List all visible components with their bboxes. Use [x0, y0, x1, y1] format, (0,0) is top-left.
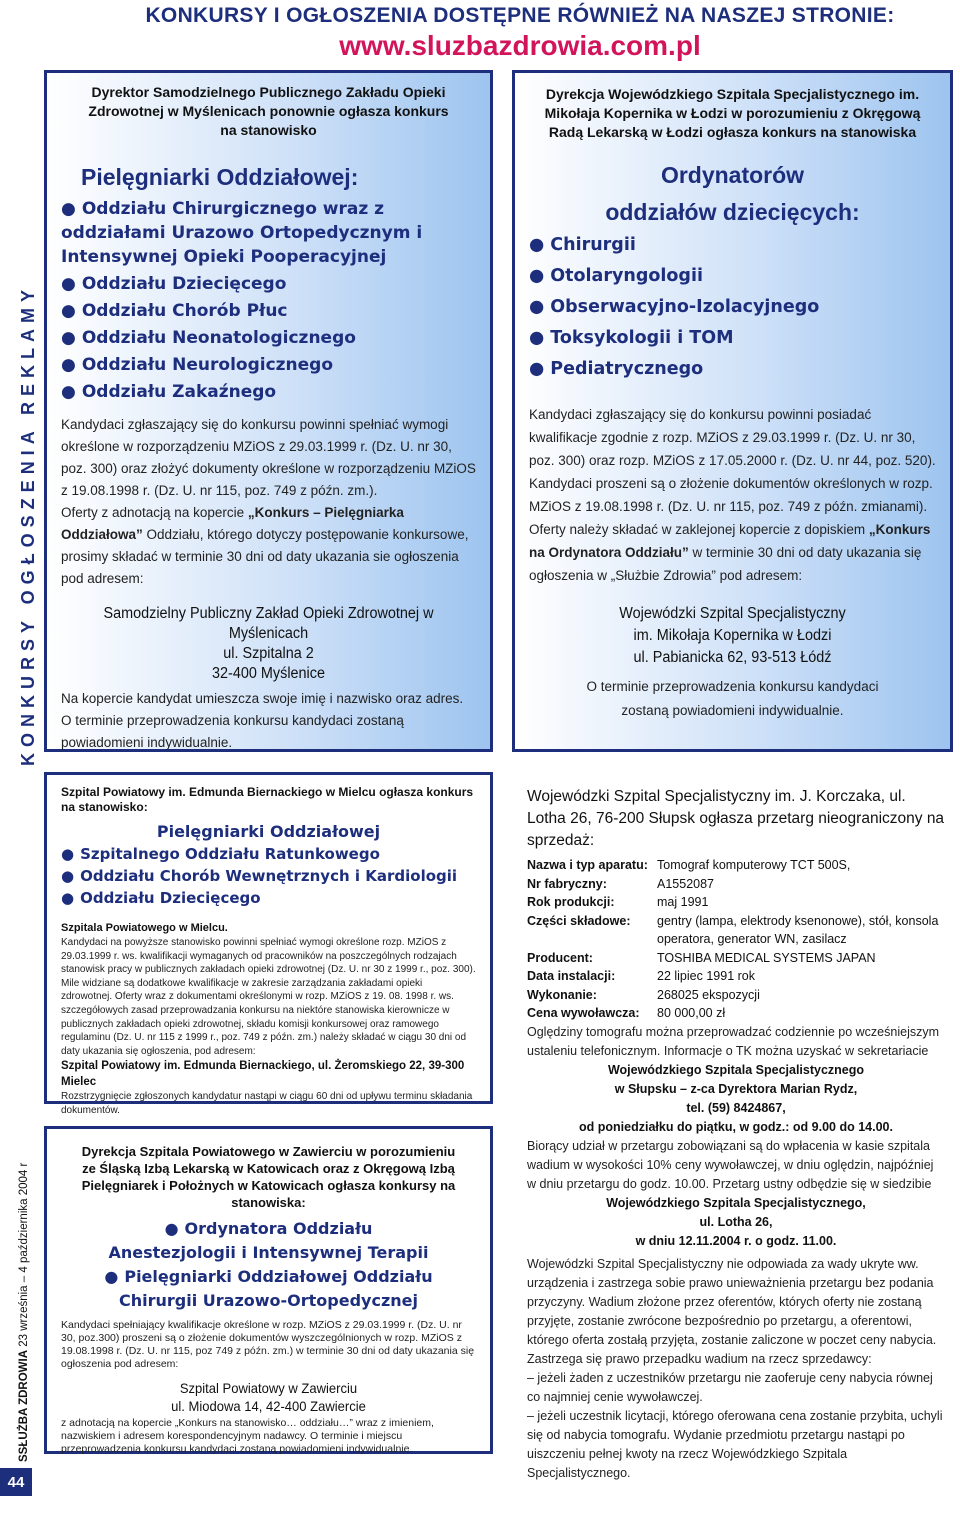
contact-phone: tel. (59) 8424867, — [686, 1100, 786, 1115]
spec-row: Części składowe: gentry (lampa, elektrody ksenonowe), stół, konsola operatora, generator WN, zasilacz — [527, 913, 939, 946]
ad-address: Szpital Powiatowy im. Edmunda Biernackiego, ul. Żeromskiego 22, 39-300 Mielec — [61, 1060, 465, 1089]
list-item: ● Oddziału Dziecięcego — [61, 274, 287, 294]
ad-body: Kandydaci zgłaszający się do konkursu powinni spełniać wymogi określone w rozporządzeniu MZiOS z 29.03.1999 r. (Dz. U. nr 30, poz. 300) oraz złożyć dokumenty określone w rozporządzeniu MZiOS z 19.08.1998 r. (Dz. U. nr 115, poz. 749 z późn. zm.). — [61, 417, 476, 498]
ad-body: – jeżeli żaden z uczestników przetargu nie zaoferuje ceny nabycia równej co najmniej cenie wywoławczej. — [527, 1370, 933, 1404]
ad-body: Oferty z adnotacją na kopercie „Konkurs – Pielęgniarka Oddziałowa” Oddziału, którego dotyczy postępowanie konkursowe, prosimy składać w terminie 30 dni od daty ukazania sie ogłoszenia pod adresem: — [61, 505, 469, 586]
address-street: ul. Szpitalna 2 — [223, 645, 314, 662]
list-item: ● Oddziału Chorób Wewnętrznych i Kardiologii — [61, 867, 458, 885]
ad-body: Kandydaci na powyższe stanowisko powinni spełniać wymogi określone rozp. MZiOS z 29.03.1999 r. ws. kwalifikacji wymaganych od pracowników na poszczególnych rodzajach stanowisk pracy w publicznych zakładach opieki zdrowotnej (Dz. U. nr 30 z 1999 r., poz. 300). Mile widziane są dodatkowe kwalifikacje w zakresie zarządzania zakładami opieki zdrowotnej. Oferty wraz z dokumentami określonymi w rozp. MZiOS z 19. 08. 1998 r. ws. szczegółowych zasad przeprowadzania konkursu na niektóre stanowiska kierownicze w publicznych zakładach opieki zdrowotnej, składu komisji konkursowej oraz ramowego regulaminu (Dz. U. nr 115 z 1999 r., poz. 749 z późn. zm.) należy składać w ciągu 30 dni od daty ukazania się ogłoszenia, pod adresem: — [61, 937, 476, 1057]
ad-body: z adnotacją na kopercie „Konkurs na stanowisko… oddziału…” wraz z imieniem, nazwiskiem i adresem korespondencyjnym nadawcy. O terminie i miejscu przeprowadzenia konkursu kandydaci zostaną powiadomieni indywidualnie. — [61, 1417, 434, 1455]
ad-subtitle: Szpitala Powiatowego w Mielcu. — [61, 922, 228, 934]
spec-row: Producent: TOSHIBA MEDICAL SYSTEMS JAPAN — [527, 950, 876, 965]
ad-title: Wojewódzki Szpital Specjalistyczny im. J. Korczaka, ul. Lotha 26, 76-200 Słupsk ogłasza przetarg nieograniczony na sprzedaż: — [527, 788, 945, 849]
list-item: ● Pielęgniarki Oddziałowej Oddziału — [104, 1267, 433, 1286]
ad-title: Pielęgniarki Oddziałowej — [156, 822, 381, 841]
ad-footer: Rozstrzygnięcie zgłoszonych kandydatur nastąpi w ciągu 60 dni od upływu terminu składania dokumentów. — [61, 1091, 473, 1116]
ad-zawiercie — [44, 1126, 493, 1454]
address-patron: im. Mikołaja Kopernika w Łodzi — [633, 627, 832, 644]
list-item: ● Oddziału Chirurgicznego wraz z oddziałami Urazowo Ortopedycznym i Intensywnej Opieki Pooperacyjnej — [61, 199, 423, 267]
list-item: ● Ordynatora Oddziału — [164, 1219, 373, 1238]
page-number: 44 — [0, 1468, 32, 1496]
ad-intro: Dyrektor Samodzielnego Publicznego Zakładu Opieki Zdrowotnej w Myślenicach ponownie ogłasza konkurs na stanowisko — [88, 84, 449, 138]
list-item: ● Oddziału Chorób Płuc — [61, 301, 288, 321]
address-name: Samodzielny Publiczny Zakład Opieki Zdrowotnej w Myślenicach — [103, 605, 434, 642]
list-item-continued: Chirurgii Urazowo-Ortopedycznej — [118, 1291, 419, 1310]
contact-line: Wojewódzkiego Szpitala Specjalistycznego — [607, 1062, 865, 1077]
list-item: ● Szpitalnego Oddziału Ratunkowego — [61, 845, 380, 863]
ad-title: oddziałów dziecięcych: — [605, 199, 860, 225]
list-item: ● Obserwacyjno-Izolacyjnego — [529, 297, 820, 317]
bullet-list — [61, 843, 476, 909]
address-name: Szpital Powiatowy w Zawierciu — [179, 1380, 358, 1396]
website-link[interactable]: www.sluzbazdrowia.com.pl — [339, 30, 701, 61]
contact-line: w Słupsku – z-ca Dyrektora Marian Rydz, — [614, 1081, 858, 1096]
venue-line: ul. Lotha 26, — [699, 1214, 773, 1229]
list-item: ● Otolaryngologii — [529, 266, 703, 286]
ad-intro: Dyrekcja Szpitala Powiatowego w Zawierciu w porozumieniu ze Śląską Izbą Lekarską w Katowicach oraz z Okręgową Izbą Pielęgniarek i Położnych w Katowicach ogłasza konkursy na stanowiska: — [81, 1144, 456, 1210]
address-name: Wojewódzki Szpital Specjalistyczny — [619, 605, 846, 622]
ad-body: Oferty należy składać w zaklejonej kopercie z dopiskiem „Konkurs na Ordynatora Oddziału” w terminie 30 dni od daty ukazania się ogłoszenia w „Służbie Zdrowia” pod adresem: — [529, 522, 931, 583]
issue-date: 23 września – 4 października 2004 r — [18, 1162, 30, 1347]
ad-title: Ordynatorów — [660, 162, 805, 188]
ad-body: Wojewódzki Szpital Specjalistyczny nie odpowiada za wady ukryte ww. urządzenia i zastrzega sobie prawo unieważnienia przetargu bez podania przyczyny. Wadium złożone przez oferentów, których oferty nie zostaną przyjęte, zostanie zwrócone bezpośrednio po przetargu, a oferentowi, którego oferta zostałą przyjęta, zostanie zaliczone w poczet ceny nabycia. Zastrzega się prawo przepadku wadium na rzecz sprzedawcy: — [527, 1256, 937, 1366]
ad-body: Biorący udział w przetargu zobowiązani są do wpłacenia w kasie szpitala wadium w wysokości 10% ceny wywoławczej, w dniu oględzin, najpóźniej w dniu przetargu do godz. 10.00. Przetarg ustny odbędzie się w siedzibie — [527, 1138, 934, 1191]
ad-mielec — [44, 772, 493, 1116]
address-street: ul. Miodowa 14, 42-400 Zawiercie — [171, 1398, 366, 1414]
list-item-continued: Anestezjologii i Intensywnej Terapii — [108, 1243, 429, 1262]
spec-table — [527, 856, 945, 1023]
header-line: KONKURSY I OGŁOSZENIA DOSTĘPNE RÓWNIEŻ NA NASZEJ STRONIE: — [145, 4, 895, 27]
list-item: ● Oddziału Neonatologicznego — [61, 328, 356, 348]
ad-intro: Szpital Powiatowy im. Edmunda Biernackiego w Mielcu ogłasza konkurs na stanowisko: — [61, 785, 474, 814]
ad-body: Kandydaci zgłaszający się do konkursu powinni posiadać kwalifikacje zgodnie z rozp. MZiOS z 29.03.1999 r. (Dz. U. nr 30, poz. 300) oraz rozp. MZiOS z 17.05.2000 r. (Dz. U. nr 44, poz. 520). Kandydaci proszeni są o złożenie dokumentów określonych w rozp. MZiOS z 19.08.1998 r. (Dz. U. nr 115, poz. 749 z późn. zmianami). — [529, 407, 936, 514]
spec-row: Rok produkcji: maj 1991 — [527, 895, 709, 909]
ad-body: – jeżeli uczestnik licytacji, którego oferowana cena zostanie przybita, uchyli się od nabycia tomografu. Wydanie przedmiotu przetargu nastąpi po uiszczeniu pełnej kwoty na rzecz Wojewódzkiego Szpitala Specjalistycznego. — [527, 1408, 943, 1480]
bullet-list — [61, 197, 476, 404]
bullet-list — [529, 230, 936, 385]
list-item: ● Oddziału Neurologicznego — [61, 355, 334, 375]
ad-body: Oględziny tomografu można przeprowadzać codziennie po wcześniejszym ustaleniu telefonicznym. Informacje o TK można uzyskać w sekretariacie — [527, 1024, 940, 1058]
ad-body: O terminie przeprowadzenia konkursu kandydaci zostaną powiadomieni indywidualnie. — [586, 679, 879, 718]
ad-intro: Dyrekcja Wojewódzkiego Szpitala Specjalistycznego im. Mikołaja Kopernika w Łodzi w porozumieniu z Okręgową Radą Lekarską w Łodzi ogłasza konkurs na stanowiska — [544, 86, 921, 140]
ad-title: Pielęgniarki Oddziałowej: — [81, 164, 359, 190]
publication-name: SSŁUŻBA ZDROWIA — [18, 1349, 30, 1462]
list-item: ● Toksykologii i TOM — [529, 328, 734, 348]
spec-row: Nr fabryczny: A1552087 — [527, 876, 715, 891]
ad-body: Na kopercie kandydat umieszcza swoje imię i nazwisko oraz adres. O terminie przeprowadzenia konkursu kandydaci zostaną powiadomieni indywidualnie. — [61, 691, 464, 750]
ad-body: Kandydaci spełniający kwalifikacje określone w rozp. MZiOS z 29.03.1999 r. (Dz. U. nr 30, poz.300) proszeni są o złożenie dokumentów wyszczególnionych w rozp. MZiOS z 19.08.1998 r. (Dz. U. nr 115, poz 749 z późn. zm.) w terminie 30 dni od daty ukazania się ogłoszenia pod adresem: — [61, 1319, 475, 1370]
spec-row: Wykonanie: 268025 ekspozycji — [527, 987, 760, 1002]
contact-hours: od poniedziałku do piątku, w godz.: od 9.00 do 14.00. — [579, 1119, 893, 1134]
list-item: ● Oddziału Dziecięcego — [61, 889, 261, 907]
ad-myslenice — [44, 70, 493, 752]
spec-row: Nazwa i typ aparatu: Tomograf komputerowy TCT 500S, — [527, 858, 851, 872]
list-item: ● Oddziału Zakaźnego — [61, 382, 277, 402]
spec-row: Data instalacji: 22 lipiec 1991 rok — [527, 969, 755, 983]
ad-lodz — [512, 70, 953, 752]
venue-line: Wojewódzkiego Szpitala Specjalistycznego, — [606, 1195, 866, 1210]
address-street: ul. Pabianicka 62, 93-513 Łódź — [633, 649, 832, 666]
spec-row: Cena wywoławcza: 80 000,00 zł — [527, 1006, 726, 1020]
venue-date: w dniu 12.11.2004 r. o godz. 11.00. — [635, 1233, 837, 1248]
address-city: 32-400 Myślenice — [212, 665, 325, 682]
ad-slupsk — [527, 786, 945, 1483]
list-item: ● Pediatrycznego — [529, 359, 704, 379]
list-item: ● Chirurgii — [529, 235, 636, 255]
